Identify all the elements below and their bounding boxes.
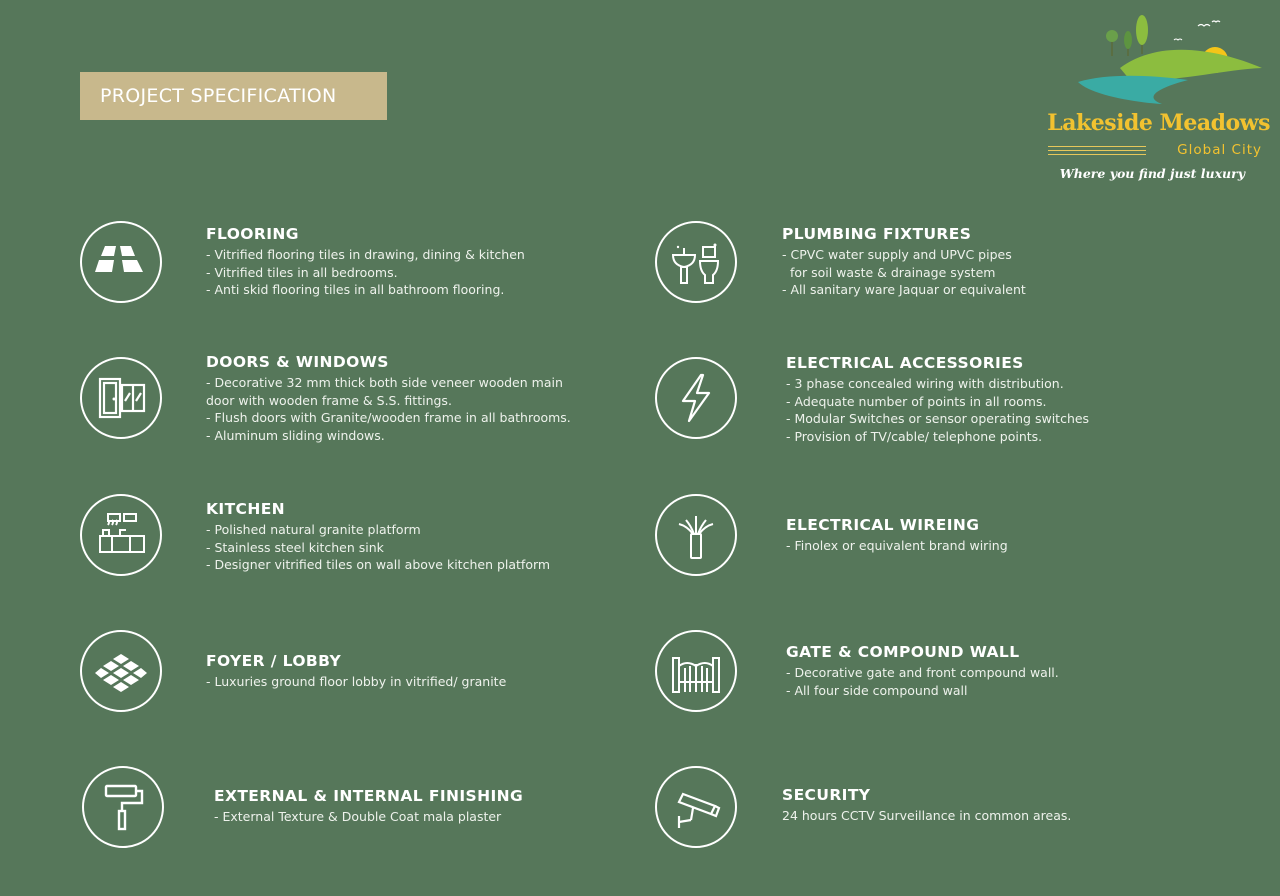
spec-line: door with wooden frame & S.S. fittings. [206, 392, 452, 408]
gate-icon [655, 630, 737, 712]
spec-title: FOYER / LOBBY [206, 652, 342, 670]
spec-line: - Modular Switches or sensor operating switches [786, 411, 1090, 426]
spec-line: - All four side compound wall [786, 682, 968, 698]
spec-line: - 3 phase concealed wiring with distribution. [786, 376, 1064, 391]
spec-line: - Polished natural granite platform [206, 522, 421, 537]
paint-roller-icon [82, 766, 164, 848]
spec-line: - All sanitary ware Jaquar or equivalent [782, 282, 1026, 297]
sanitary-ware-icon [655, 221, 737, 303]
spec-line: - Luxuries ground floor lobby in vitrified/ granite [206, 674, 507, 689]
spec-line: - Finolex or equivalent brand wiring [786, 538, 1008, 553]
spec-line: - Vitrified tiles in all bedrooms. [206, 264, 398, 280]
spec-title: DOORS & WINDOWS [206, 353, 389, 371]
spec-line: - Adequate number of points in all rooms. [786, 393, 1047, 409]
spec-line: for soil waste & drainage system [782, 264, 996, 280]
page-title: PROJECT SPECIFICATION [80, 72, 387, 120]
spec-title: ELECTRICAL WIREING [786, 516, 980, 534]
cctv-camera-icon [655, 766, 737, 848]
brand-tagline: Where you find just luxury [1059, 166, 1245, 181]
spec-line: - Flush doors with Granite/wooden frame in all bathrooms. [206, 410, 571, 425]
wire-icon [655, 494, 737, 576]
spec-title: FLOORING [206, 225, 299, 243]
spec-line: - CPVC water supply and UPVC pipes [782, 247, 1012, 262]
kitchen-icon [80, 494, 162, 576]
spec-title: GATE & COMPOUND WALL [786, 643, 1020, 661]
spec-line: - External Texture & Double Coat mala plaster [214, 809, 502, 824]
brand-name: Lakeside Meadows [1047, 110, 1270, 136]
lightning-icon [655, 357, 737, 439]
brand-subtitle: Global City [1177, 142, 1262, 158]
lakeside-landscape-icon [1070, 10, 1265, 110]
spec-line: - Stainless steel kitchen sink [206, 539, 384, 555]
spec-line: - Anti skid flooring tiles in all bathroom flooring. [206, 282, 505, 297]
spec-line: - Aluminum sliding windows. [206, 427, 385, 443]
spec-line: - Designer vitrified tiles on wall above kitchen platform [206, 557, 551, 572]
brand-logo [1040, 10, 1270, 185]
door-window-icon [80, 357, 162, 439]
spec-line: 24 hours CCTV Surveillance in common areas. [782, 808, 1072, 823]
spec-line: - Vitrified flooring tiles in drawing, dining & kitchen [206, 247, 525, 262]
lobby-tiles-icon [80, 630, 162, 712]
spec-title: EXTERNAL & INTERNAL FINISHING [214, 787, 524, 805]
spec-title: SECURITY [782, 786, 871, 804]
spec-line: - Decorative gate and front compound wall. [786, 665, 1059, 680]
spec-title: ELECTRICAL ACCESSORIES [786, 354, 1024, 372]
spec-line: - Decorative 32 mm thick both side veneer wooden main [206, 375, 563, 390]
spec-line: - Provision of TV/cable/ telephone points. [786, 428, 1043, 444]
spec-title: PLUMBING FIXTURES [782, 225, 972, 243]
floor-tiles-icon [80, 221, 162, 303]
spec-title: KITCHEN [206, 500, 286, 518]
